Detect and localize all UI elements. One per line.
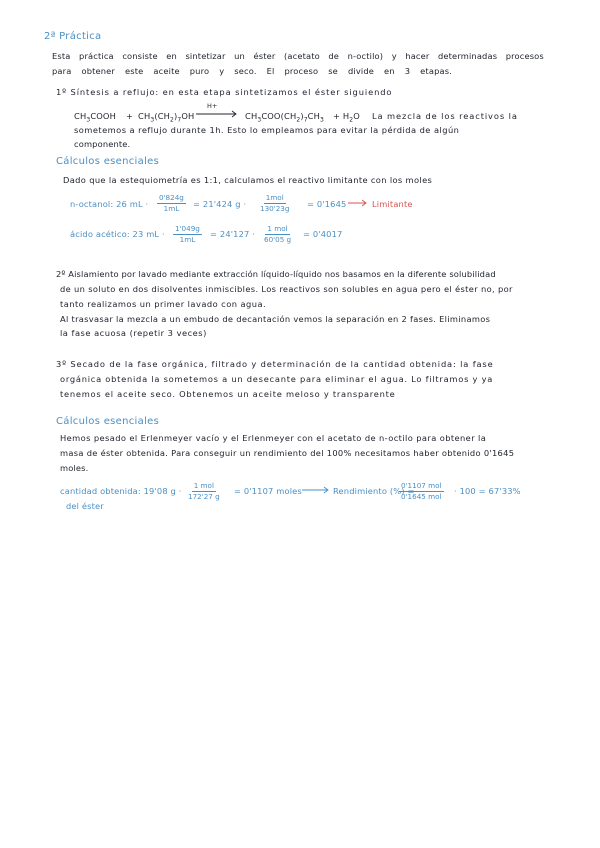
intro-word: y [219,66,225,76]
yield-result: · 100 = 67'33% [454,486,521,496]
octanol-mass: = 21'424 g · [193,199,247,209]
acetic-moles: = 0'4017 [303,229,343,239]
intro-word: determinadas [437,51,498,61]
reaction-plus: + [126,111,134,121]
catalyst-label: H+ [207,102,218,110]
intro-word: El [266,66,275,76]
intro-word: para [52,66,72,76]
intro-word: (acetato [283,51,320,61]
intro-word: en [384,66,395,76]
intro-word: seco. [234,66,257,76]
yield-fraction: 0'1107 mol 0'1645 mol [401,481,442,501]
limiting-label: Limitante [372,199,413,209]
step1-after-reaction: La mezcla de los reactivos la [372,111,518,121]
intro-word: en [166,51,177,61]
acetic-molar-fraction: 1 mol 60'05 g [264,224,292,244]
yield-formula-label: Rendimiento (%) = [333,486,415,496]
calc2-line-1: Hemos pesado el Erlenmeyer vacío y el Erlenmeyer con el acetato de n-octilo para obtener la [60,433,487,443]
ester-moles: = 0'1107 moles [234,486,302,496]
intro-word: sintetizar [185,51,226,61]
acetic-mass: = 24'127 · [210,229,256,239]
intro-word: un [234,51,245,61]
yield-label-2: del éster [66,501,104,511]
section-title: 2ª Práctica [44,31,102,42]
intro-word: Esta [52,51,71,61]
step2-line-2: de un soluto en dos disolventes inmiscibles. Los reactivos son solubles en agua pero el éster no, por [60,284,513,294]
intro-word: y [391,51,397,61]
step2-line-1: 2º Aislamiento por lavado mediante extracción líquido-líquido nos basamos en la diferente solubilidad [56,269,496,279]
yield-label: cantidad obtenida: 19'08 g · [60,486,182,496]
acetic-label: ácido acético: 23 mL · [70,229,165,239]
intro-word: n-octilo) [347,51,384,61]
calc2-line-3: moles. [60,463,89,473]
step3-line-3: tenemos el aceite seco. Obtenemos un aceite meloso y transparente [60,389,396,399]
octanol-molar-fraction: 1mol 130'23g [260,193,290,213]
ester-molar-fraction: 1 mol 172'27 g [188,481,220,501]
step1-line-4: componente. [74,139,131,149]
intro-line-2 [52,66,452,76]
intro-word: obtener [81,66,115,76]
octanol-label: n-octanol: 26 mL · [70,199,149,209]
step2-line-3: tanto realizamos un primer lavado con agua. [60,299,267,309]
step3-line-1: 3º Secado de la fase orgánica, filtrado y determinación de la cantidad obtenida: la fase [56,359,494,369]
calc1-statement: Dado que la estequiometría es 1:1, calculamos el reactivo limitante con los moles [63,175,433,185]
product-ester: $CH_3COO(CH_2)_7CH_3$ [245,111,324,124]
octanol-moles: = 0'1645 [307,199,347,209]
step1-line-1: 1º Síntesis a reflujo: en esta etapa sintetizamos el éster siguiendo [56,87,393,97]
calc2-heading: Cálculos esenciales [56,416,160,427]
intro-word: consiste [122,51,158,61]
octanol-density-fraction: $\frac{0'824g}{1mL}$ [159,193,184,213]
intro-word: este [125,66,144,76]
intro-word: divide [347,66,375,76]
reactant-acetic-acid: $CH_3COOH$ [74,111,117,124]
reaction-arrow-icon [196,110,240,118]
acetic-density-fraction: $\frac{1'049g}{1mL}$ [175,224,200,244]
intro-word: 3 [404,66,411,76]
intro-word: hacer [405,51,430,61]
limiting-arrow-icon [348,199,370,207]
calc1-heading: Cálculos esenciales [56,156,160,167]
intro-word: proceso [284,66,319,76]
calc2-line-2: masa de éster obtenida. Para conseguir un rendimiento del 100% necesitamos haber obtenido 0'1645 [60,448,515,458]
step2-line-4: Al trasvasar la mezcla a un embudo de decantación vemos la separación en 2 fases. Eliminamos [60,314,491,324]
intro-word: éster [253,51,276,61]
step3-line-2: orgánica obtenida la sometemos a un desecante para eliminar el agua. Lo filtramos y ya [60,374,494,384]
intro-line-1 [52,51,544,61]
product-water: + $H_2O$ [333,111,360,124]
intro-word: puro [189,66,210,76]
step1-line-3: sometemos a reflujo durante 1h. Esto lo empleamos para evitar la pérdida de algún [74,125,460,135]
intro-word: práctica [79,51,114,61]
reactant-octanol: $CH_3(CH_2)_7OH$ [138,111,195,124]
intro-word: procesos [505,51,544,61]
intro-word: etapas. [420,66,452,76]
step2-line-5: la fase acuosa (repetir 3 veces) [60,328,207,338]
yield-arrow-icon [302,486,332,494]
intro-word: aceite [153,66,180,76]
intro-word: se [328,66,338,76]
intro-word: de [328,51,340,61]
